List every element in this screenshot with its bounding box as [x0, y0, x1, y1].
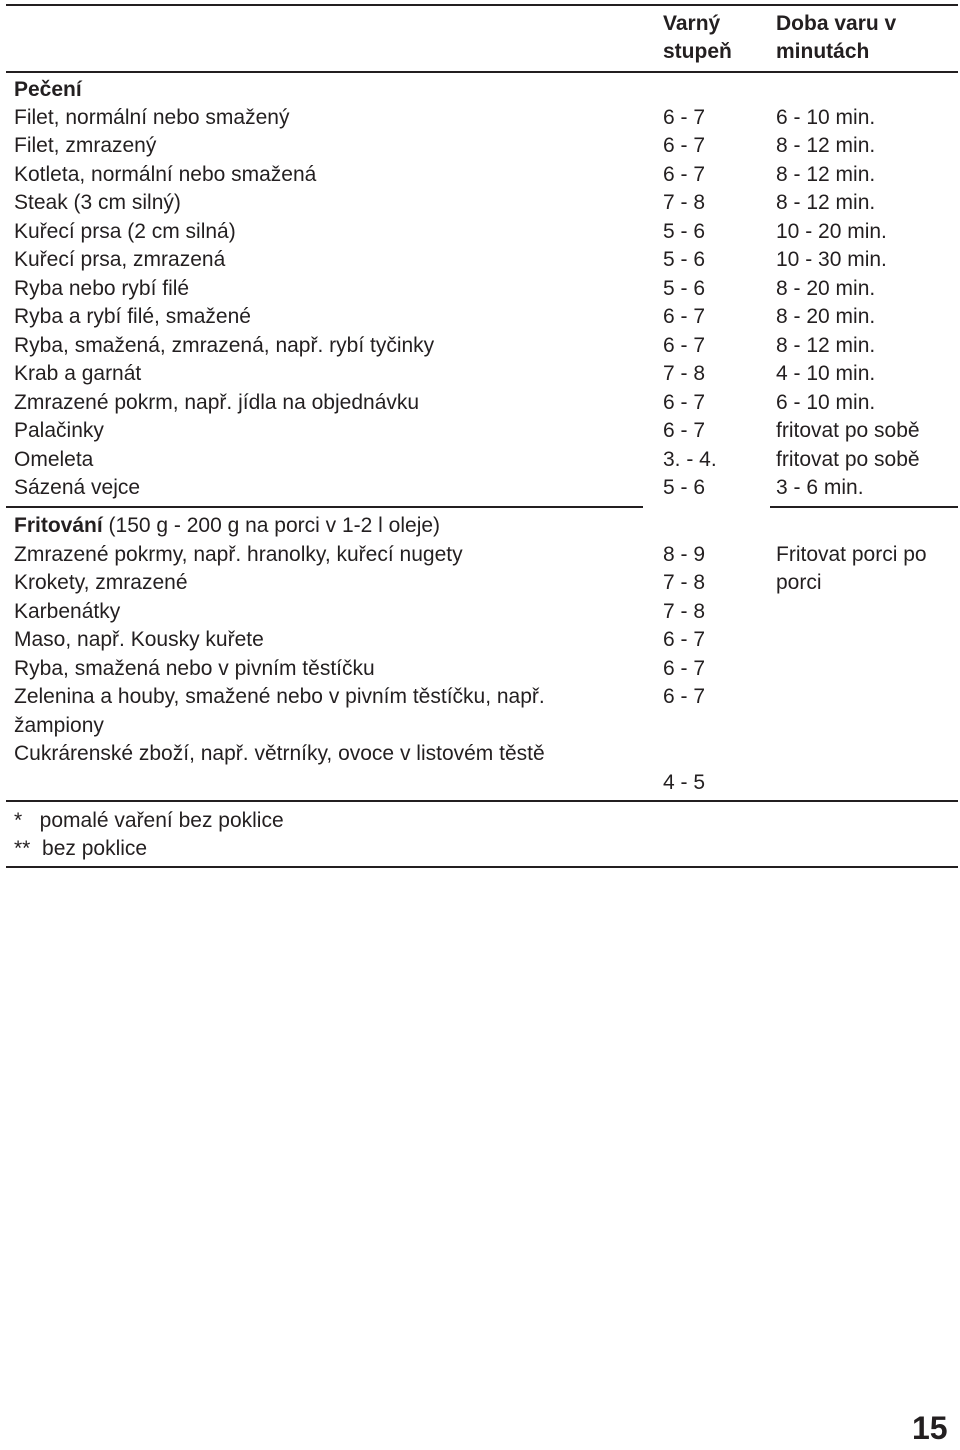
row-name: Kotleta, normální nebo smažená — [14, 163, 317, 186]
footnote-slow-cooking: * pomalé vaření bez poklice — [14, 809, 284, 832]
row-level: 5 - 6 — [663, 220, 706, 243]
row-name: Krokety, zmrazené — [14, 571, 188, 594]
row-level: 6 - 7 — [663, 106, 706, 129]
row-level: 6 - 7 — [663, 391, 706, 414]
row-time: 10 - 30 min. — [776, 248, 887, 271]
row-level: 5 - 6 — [663, 476, 706, 499]
row-name: Palačinky — [14, 419, 104, 442]
row-name: Filet, zmrazený — [14, 134, 157, 157]
row-time: 3 - 6 min. — [776, 476, 864, 499]
row-level: 6 - 7 — [663, 685, 706, 708]
row-level: 4 - 5 — [663, 771, 706, 794]
row-time: 8 - 12 min. — [776, 134, 876, 157]
row-level: 8 - 9 — [663, 543, 706, 566]
row-name: Omeleta — [14, 448, 94, 471]
row-level: 6 - 7 — [663, 163, 706, 186]
row-time: 10 - 20 min. — [776, 220, 887, 243]
bottom-rule — [6, 866, 958, 868]
row-level: 6 - 7 — [663, 628, 706, 651]
row-time: 6 - 10 min. — [776, 106, 876, 129]
row-time: 8 - 12 min. — [776, 334, 876, 357]
row-name: Cukrárenské zboží, např. větrníky, ovoce v listovém těstě — [14, 742, 545, 765]
frit-rule-right — [770, 506, 958, 508]
row-name: Zmrazené pokrmy, např. hranolky, kuřecí nugety — [14, 543, 463, 566]
header-rule — [6, 71, 958, 73]
row-name: Ryba nebo rybí filé — [14, 277, 190, 300]
row-name: Ryba a rybí filé, smažené — [14, 305, 251, 328]
row-level: 6 - 7 — [663, 419, 706, 442]
row-level: 7 - 8 — [663, 362, 706, 385]
row-level: 6 - 7 — [663, 657, 706, 680]
row-time: 8 - 12 min. — [776, 163, 876, 186]
header-level-line2: stupeň — [663, 40, 732, 63]
row-level: 5 - 6 — [663, 277, 706, 300]
row-time: 8 - 12 min. — [776, 191, 876, 214]
row-time: 8 - 20 min. — [776, 305, 876, 328]
row-level: 6 - 7 — [663, 305, 706, 328]
row-name: Kuřecí prsa, zmrazená — [14, 248, 226, 271]
fritovani-time-line1: Fritovat porci po — [776, 543, 927, 566]
fritovani-subtitle: (150 g - 200 g na porci v 1-2 l oleje) — [102, 514, 441, 537]
row-name-continued: žampiony — [14, 714, 104, 737]
row-name: Kuřecí prsa (2 cm silná) — [14, 220, 236, 243]
row-name: Ryba, smažená, zmrazená, např. rybí tyčinky — [14, 334, 435, 357]
row-level: 7 - 8 — [663, 600, 706, 623]
row-level: 7 - 8 — [663, 191, 706, 214]
row-name: Maso, např. Kousky kuřete — [14, 628, 264, 651]
row-level: 7 - 8 — [663, 571, 706, 594]
header-time-line2: minutách — [776, 40, 870, 63]
frit-rule-left — [6, 506, 643, 508]
footnote-rule — [6, 800, 958, 802]
row-name: Zmrazené pokrm, např. jídla na objednávku — [14, 391, 420, 414]
section-title-pecani: Pečení — [14, 78, 82, 101]
top-rule — [6, 4, 958, 6]
row-level: 5 - 6 — [663, 248, 706, 271]
row-name: Sázená vejce — [14, 476, 141, 499]
row-time: 6 - 10 min. — [776, 391, 876, 414]
footnote-no-lid: ** bez poklice — [14, 837, 148, 860]
row-time: fritovat po sobě — [776, 419, 920, 442]
row-name: Steak (3 cm silný) — [14, 191, 181, 214]
row-name: Zelenina a houby, smažené nebo v pivním těstíčku, např. — [14, 685, 545, 708]
row-time: fritovat po sobě — [776, 448, 920, 471]
page-number: 15 — [912, 1410, 948, 1446]
row-level: 6 - 7 — [663, 134, 706, 157]
row-name: Ryba, smažená nebo v pivním těstíčku — [14, 657, 375, 680]
row-level: 3. - 4. — [663, 448, 717, 471]
row-name: Karbenátky — [14, 600, 121, 623]
section-title-fritovani — [14, 512, 440, 540]
row-name: Krab a garnát — [14, 362, 142, 385]
fritovani-title: Fritování — [14, 514, 103, 537]
fritovani-time-line2: porci — [776, 571, 822, 594]
row-level: 6 - 7 — [663, 334, 706, 357]
row-name: Filet, normální nebo smažený — [14, 106, 290, 129]
header-level-line1: Varný — [663, 12, 721, 35]
row-time: 8 - 20 min. — [776, 277, 876, 300]
row-time: 4 - 10 min. — [776, 362, 876, 385]
header-time-line1: Doba varu v — [776, 12, 897, 35]
